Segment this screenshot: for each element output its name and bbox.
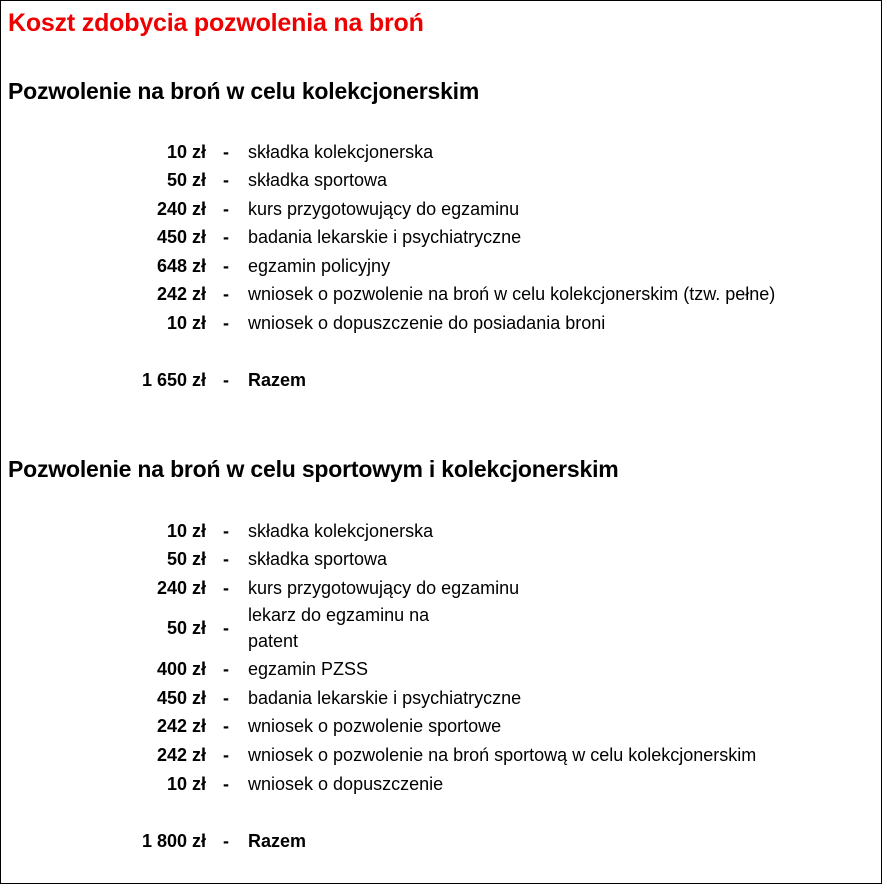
cost-row	[1, 518, 881, 544]
cost-amount: 50 zł	[166, 170, 206, 190]
cost-row	[1, 771, 881, 797]
cost-description: wniosek o pozwolenie sportowe	[248, 716, 502, 736]
cost-description: kurs przygotowujący do egzaminu	[248, 578, 520, 598]
total-amount: 1 800 zł	[141, 831, 206, 851]
cost-description: składka sportowa	[248, 549, 388, 569]
separator-dash: -	[223, 659, 229, 679]
separator-dash: -	[223, 142, 229, 162]
separator-dash: -	[223, 831, 229, 851]
cost-row	[1, 602, 881, 654]
cost-description: egzamin PZSS	[248, 659, 369, 679]
cost-description: wniosek o pozwolenie na broń sportową w celu kolekcjonerskim	[248, 745, 757, 765]
separator-dash: -	[223, 774, 229, 794]
separator-dash: -	[223, 745, 229, 765]
cost-amount: 242 zł	[156, 716, 206, 736]
separator-dash: -	[223, 688, 229, 708]
cost-description: lekarz do egzaminu na patent	[248, 605, 430, 651]
section-heading: Pozwolenie na broń w celu kolekcjonerskim	[8, 78, 480, 104]
total-label: Razem	[248, 370, 307, 390]
cost-amount: 10 zł	[166, 521, 206, 541]
cost-row	[1, 546, 881, 572]
cost-row	[1, 713, 881, 739]
cost-description: wniosek o pozwolenie na broń w celu kolekcjonerskim (tzw. pełne)	[248, 284, 776, 304]
total-row	[1, 367, 881, 393]
total-label: Razem	[248, 831, 307, 851]
cost-row	[1, 224, 881, 250]
cost-amount: 400 zł	[156, 659, 206, 679]
cost-row	[1, 281, 881, 307]
separator-dash: -	[223, 578, 229, 598]
cost-row	[1, 575, 881, 601]
cost-description: składka sportowa	[248, 170, 388, 190]
cost-description: składka kolekcjonerska	[248, 142, 434, 162]
cost-description: badania lekarskie i psychiatryczne	[248, 688, 522, 708]
cost-row	[1, 253, 881, 279]
cost-amount: 242 zł	[156, 745, 206, 765]
separator-dash: -	[223, 549, 229, 569]
section-heading: Pozwolenie na broń w celu sportowym i kolekcjonerskim	[8, 456, 619, 482]
separator-dash: -	[223, 284, 229, 304]
cost-row	[1, 139, 881, 165]
total-amount: 1 650 zł	[141, 370, 206, 390]
cost-amount: 648 zł	[156, 256, 206, 276]
cost-row	[1, 167, 881, 193]
cost-amount: 50 zł	[166, 618, 206, 638]
cost-description: kurs przygotowujący do egzaminu	[248, 199, 520, 219]
cost-description: badania lekarskie i psychiatryczne	[248, 227, 522, 247]
cost-row	[1, 196, 881, 222]
cost-amount: 240 zł	[156, 199, 206, 219]
cost-amount: 240 zł	[156, 578, 206, 598]
cost-amount: 450 zł	[156, 227, 206, 247]
cost-amount: 50 zł	[166, 549, 206, 569]
page-title: Koszt zdobycia pozwolenia na broń	[8, 9, 424, 37]
cost-amount: 10 zł	[166, 774, 206, 794]
cost-row	[1, 685, 881, 711]
cost-amount: 450 zł	[156, 688, 206, 708]
separator-dash: -	[223, 170, 229, 190]
separator-dash: -	[223, 716, 229, 736]
total-row	[1, 828, 881, 854]
separator-dash: -	[223, 227, 229, 247]
cost-description: składka kolekcjonerska	[248, 521, 434, 541]
cost-row	[1, 742, 881, 768]
separator-dash: -	[223, 370, 229, 390]
separator-dash: -	[223, 313, 229, 333]
separator-dash: -	[223, 256, 229, 276]
cost-row	[1, 656, 881, 682]
cost-row	[1, 310, 881, 336]
cost-amount: 10 zł	[166, 142, 206, 162]
separator-dash: -	[223, 618, 229, 638]
cost-description: egzamin policyjny	[248, 256, 391, 276]
separator-dash: -	[223, 199, 229, 219]
cost-amount: 10 zł	[166, 313, 206, 333]
cost-description: wniosek o dopuszczenie	[248, 774, 444, 794]
cost-amount: 242 zł	[156, 284, 206, 304]
separator-dash: -	[223, 521, 229, 541]
cost-description: wniosek o dopuszczenie do posiadania broni	[248, 313, 606, 333]
